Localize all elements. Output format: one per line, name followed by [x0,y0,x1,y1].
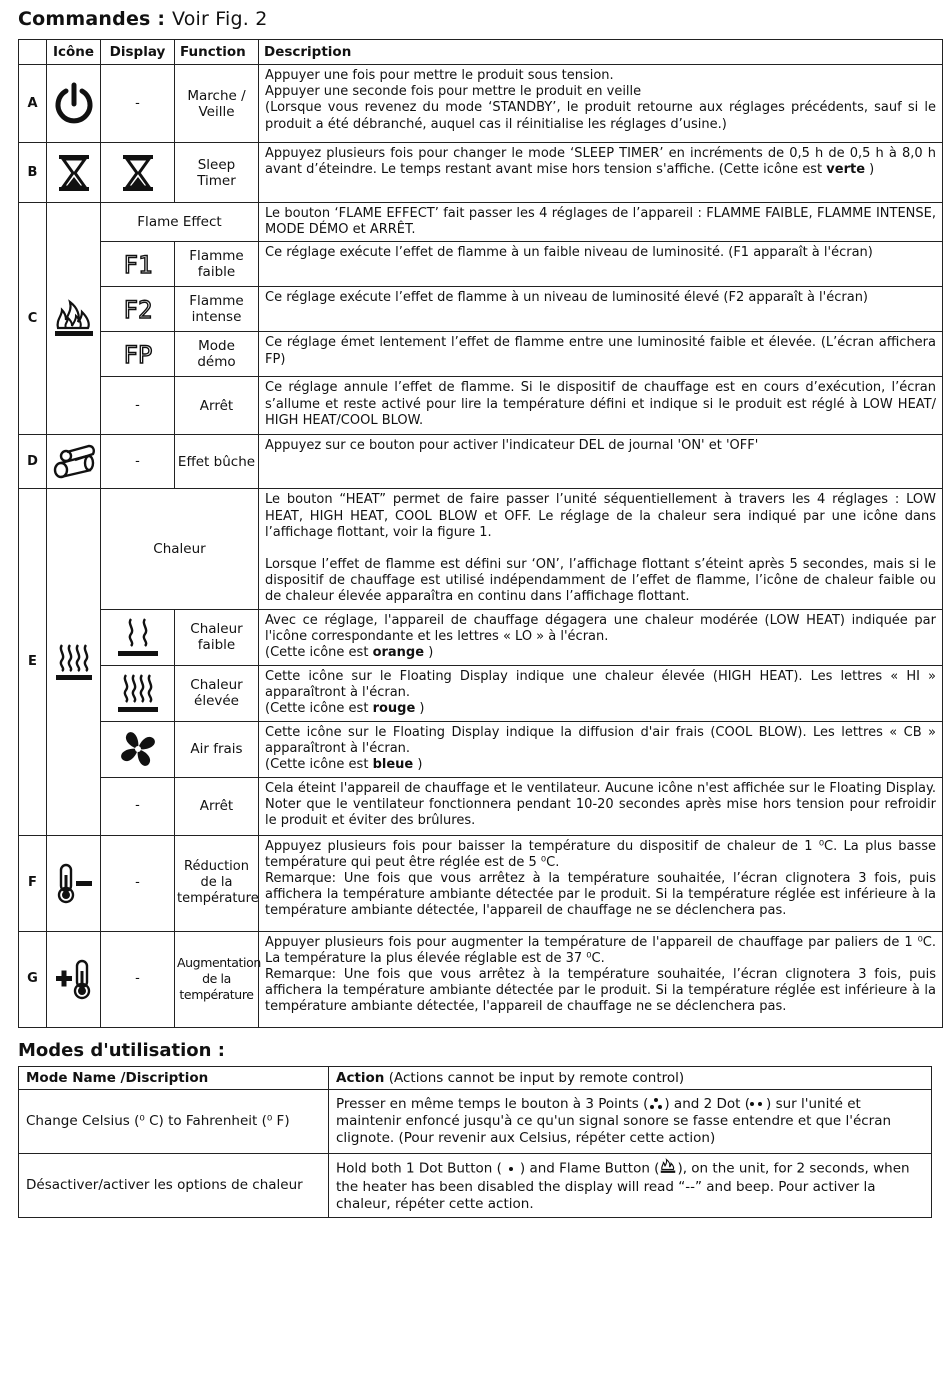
row-letter: F [19,835,47,931]
description: Appuyez sur ce bouton pour activer l'indicateur DEL de journal 'ON' et 'OFF' [259,435,943,489]
function-label: Chaleur [101,489,259,609]
table-row [19,435,943,489]
table-row [19,777,943,835]
row-letter: D [19,435,47,489]
hourglass-display-icon [101,143,175,203]
table-row [19,1090,932,1154]
display-value: - [101,931,175,1027]
heat-icon [47,489,101,835]
row-letter: B [19,143,47,203]
description: Cette icône sur le Floating Display indique une chaleur élevée (HIGH HEAT). Les lettres « HI » apparaîtront à l'écran. (Cette icône est rouge ) [259,665,943,721]
function-label: Augmentation de la température [175,931,259,1027]
table-row [19,665,943,721]
description: Le bouton “HEAT” permet de faire passer l’unité séquentiellement à travers les 4 réglages : LOW HEAT, HIGH HEAT, COOL BLOW et OFF. Le réglage de la chaleur sera indiqué par une icône dans l’affichage flottant, voir la figure 1. Lorsque l’effet de flamme est défini sur ‘ON’, l’affichage flottant s’éteint après 5 secondes, mais si le dispositif de chauffage est utilisé indépendamment de l’effet de flamme, l’icône de chaleur faible ou de chaleur élevée apparaîtra en continu dans l’affichage flottant. [259,489,943,609]
modes-header-row [19,1067,932,1090]
table-row [19,287,943,332]
function-label: Sleep Timer [175,143,259,203]
table-row [19,377,943,435]
logs-icon [47,435,101,489]
table-row [19,203,943,242]
header-action: Action (Actions cannot be input by remote control) [329,1067,932,1090]
header-row [19,40,943,65]
seven-seg-display [101,287,175,332]
description: Cette icône sur le Floating Display indique la diffusion d'air frais (COOL BLOW). Les lettres « CB » apparaîtront à l'écran. (Cette icône est bleue ) [259,721,943,777]
description: Appuyer plusieurs fois pour augmenter la température de l'appareil de chauffage par paliers de 1 ⁰C. La température la plus élevée réglable est de 37 ⁰C. Remarque: Une fois que vous arrêtez à la température souhaitée, l’écran clignotera 3 fois, puis affichera la température ambiante détectée par le produit. Si la température réglée est inférieure à la température ambiante détectée, l'appareil de chauffage ne se déclenchera pas. [259,931,943,1027]
mode-action: Hold both 1 Dot Button ( ) and Flame Button ( ), on the unit, for 2 seconds, when the heater has been disabled the display will read “--” and beep. Pour activer la chaleur, répéter cette action. [329,1154,932,1218]
description: Ce réglage annule l’effet de flamme. Si le dispositif de chauffage est en cours d’exécution, l’écran s’allume et reste activé pour lire la température défini et indique si le produit est réglé à LOW HEAT/ HIGH HEAT/COOL BLOW. [259,377,943,435]
table-row [19,931,943,1027]
one-dot-icon [502,1161,520,1178]
thermometer-plus-icon [47,931,101,1027]
low-heat-icon [101,609,175,665]
flame-icon [47,203,101,435]
description: Appuyer une fois pour mettre le produit sous tension. Appuyer une seconde fois pour mettre le produit en veille (Lorsque vous revenez du mode ‘STANDBY’, le produit retourne aux réglages précédents, sauf si le produit a été débranché, auquel cas il réinitialise les réglages d’usine.) [259,65,943,143]
display-value: - [101,835,175,931]
table-row [19,332,943,377]
table-row [19,143,943,203]
high-heat-icon [101,665,175,721]
function-label: Chaleur élevée [175,665,259,721]
table-row [19,1154,932,1218]
row-letter: E [19,489,47,835]
function-label: Arrêt [175,777,259,835]
description: Avec ce réglage, l'appareil de chauffage dégagera une chaleur modérée (LOW HEAT) indiquée par l'icône correspondante et les lettres « LO » à l'écran. (Cette icône est orange ) [259,609,943,665]
display-value: - [101,65,175,143]
description: Ce réglage émet lentement l’effet de flamme entre une luminosité faible et élevée. (L’écran affichera FP) [259,332,943,377]
fan-icon [101,721,175,777]
svg-text:FP: FP [123,341,152,368]
display-value: - [101,377,175,435]
function-label: Chaleur faible [175,609,259,665]
function-label: Marche / Veille [175,65,259,143]
description: Le bouton ‘FLAME EFFECT’ fait passer les 4 réglages de l’appareil : FLAMME FAIBLE, FLAMME INTENSE, MODE DÉMO et ARRÊT. [259,203,943,242]
header-mode: Mode Name /Discription [19,1067,329,1090]
table-row [19,835,943,931]
seven-seg-display [101,332,175,377]
table-row [19,65,943,143]
page-title: Commandes : Voir Fig. 2 [18,8,268,30]
commands-table [18,39,943,1028]
function-label: Air frais [175,721,259,777]
mode-action: Presser en même temps le bouton à 3 Points ( ) and 2 Dot ( ) sur l'unité et maintenir enfoncé jusqu'à ce qu'un signal sonore se fasse entendre et que l'écran clignote. (Pour revenir aux Celsius, répéter cette action) [329,1090,932,1154]
seven-seg-display [101,242,175,287]
table-row [19,609,943,665]
description: Cela éteint l'appareil de chauffage et le ventilateur. Aucune icône n'est affichée sur le Floating Display. Noter que le ventilateur fonctionnera pendant 10-20 secondes après mise hors tension pour refroidir le produit et éviter des brûlures. [259,777,943,835]
display-value: - [101,777,175,835]
function-label: Réduction de la température [175,835,259,931]
thermometer-minus-icon [47,835,101,931]
row-letter: A [19,65,47,143]
description: Appuyez plusieurs fois pour baisser la température du dispositif de chaleur de 1 ⁰C. La plus basse température qui peut être réglée est de 5 ⁰C. Remarque: Une fois que vous arrêtez à la température souhaitée, l’écran clignotera 3 fois, puis affichera la température ambiante détectée par le produit. Si la température réglée est inférieure à la température ambiante détectée, l'appareil de chauffage ne se déclenchera pas. [259,835,943,931]
table-row [19,721,943,777]
function-label: Mode démo [175,332,259,377]
mode-name: Change Celsius (⁰ C) to Fahrenheit (⁰ F) [19,1090,329,1154]
function-label: Flamme faible [175,242,259,287]
table-row [19,242,943,287]
header-icon: Icône [47,40,101,65]
header-description: Description [259,40,943,65]
modes-table [18,1066,932,1218]
row-letter: C [19,203,47,435]
description: Ce réglage exécute l’effet de flamme à un faible niveau de luminosité. (F1 apparaît à l'écran) [259,242,943,287]
mode-name: Désactiver/activer les options de chaleur [19,1154,329,1218]
function-label: Effet bûche [175,435,259,489]
three-dot-icon [648,1097,664,1111]
function-label: Arrêt [175,377,259,435]
flame-button-icon [659,1158,677,1179]
svg-text:F1: F1 [123,251,152,278]
table-row [19,489,943,609]
hourglass-icon [47,143,101,203]
display-value: - [101,435,175,489]
row-letter: G [19,931,47,1027]
description: Ce réglage exécute l’effet de flamme à un niveau de luminosité élevé (F2 apparaît à l'écran) [259,287,943,332]
power-icon [47,65,101,143]
function-label: Flame Effect [101,203,259,242]
header-function: Function [175,40,259,65]
function-label: Flamme intense [175,287,259,332]
description: Appuyez plusieurs fois pour changer le mode ‘SLEEP TIMER’ en incréments de 0,5 h de 0,5 h à 8,0 h avant d’éteindre. Le temps restant avant mise hors tension s'affiche. (Cette icône est verte ) [259,143,943,203]
svg-text:F2: F2 [123,296,152,323]
modes-title: Modes d'utilisation : [18,1040,225,1061]
header-display: Display [101,40,175,65]
two-dot-icon [750,1096,766,1113]
